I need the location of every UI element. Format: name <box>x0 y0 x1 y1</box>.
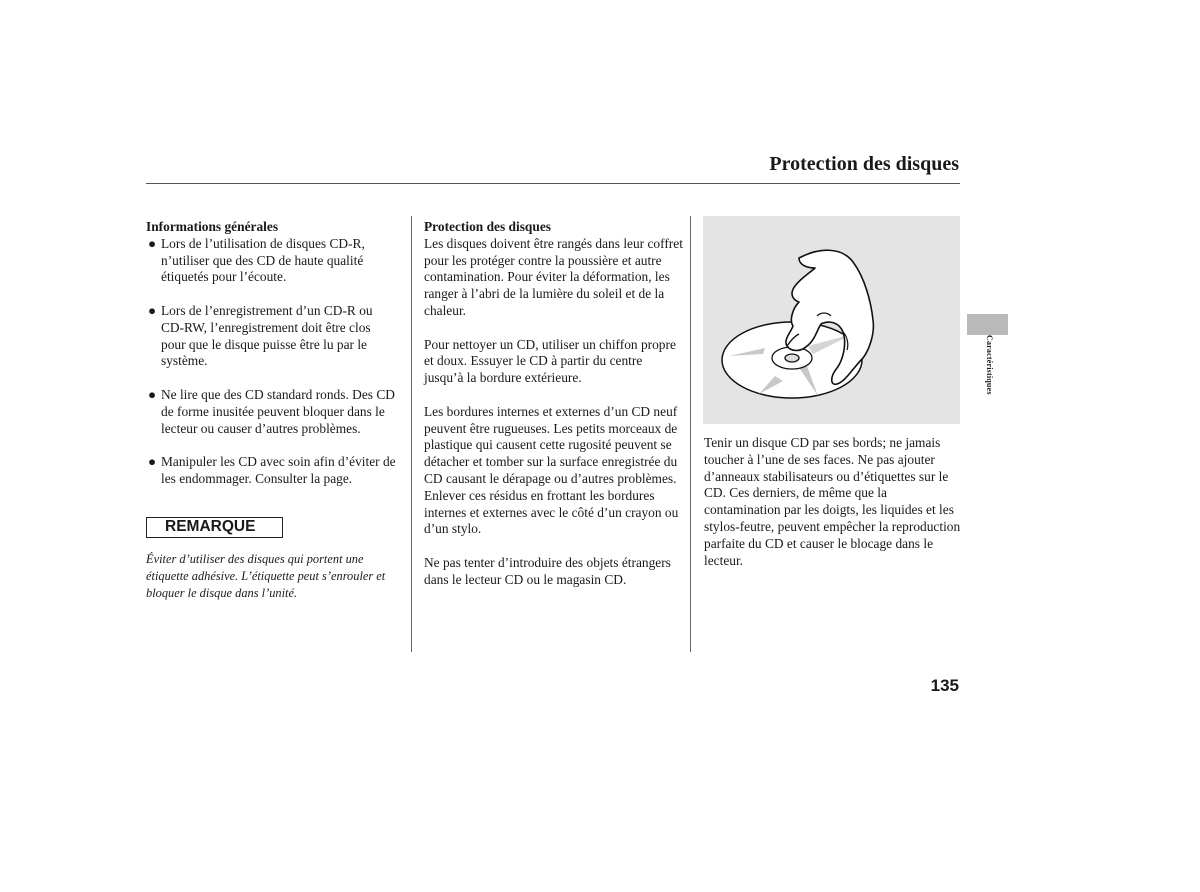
disc-care-heading: Protection des disques <box>424 219 551 234</box>
general-info-heading: Informations générales <box>146 219 279 234</box>
bullet-text: Lors de l’enregistrement d’un CD-R ou CD-RW, l’enregistrement doit être clos pour que le disque puisse être lu par le système. <box>161 302 373 369</box>
bullet-item <box>146 454 396 488</box>
paragraph: Pour nettoyer un CD, utiliser un chiffon propre et doux. Essuyer le CD à partir du centre jusqu’à la bordure extérieure. <box>424 336 676 386</box>
page-title: Protection des disques <box>769 153 959 175</box>
bullet-icon: ● <box>148 454 157 470</box>
paragraph: Tenir un disque CD par ses bords; ne jamais toucher à l’une de ses faces. Ne pas ajouter d’anneaux stabilisateurs ou d’étiquettes sur le CD. Ces derniers, de même que la contamination par les doigts, les liquides et les stylos-feutre, peuvent empêcher la reproduction parfaite du CD et causer le blocage dans le lecteur. <box>704 435 961 568</box>
header-rule <box>146 183 960 184</box>
bullet-item <box>146 303 396 370</box>
bullet-icon: ● <box>148 386 157 402</box>
paragraph: Les disques doivent être rangés dans leur coffret pour les protéger contre la poussière et autre contamination. Pour éviter la déformation, les ranger à l’abri de la lumière du soleil et de la chaleur. <box>424 235 683 318</box>
bullet-icon: ● <box>148 302 157 318</box>
handling-text-column <box>704 435 966 586</box>
bullet-icon: ● <box>148 235 157 251</box>
bullet-text: Ne lire que des CD standard ronds. Des CD de forme inusitée peuvent bloquer dans le lecteur ou causer d’autres problèmes. <box>161 386 395 436</box>
paragraph: Ne pas tenter d’introduire des objets étrangers dans le lecteur CD ou le magasin CD. <box>424 554 671 587</box>
remark-label: REMARQUE <box>165 518 256 535</box>
hand-holding-cd-illustration <box>703 216 960 424</box>
section-label: Caractéristiques <box>985 335 994 395</box>
page-number: 135 <box>930 676 959 695</box>
column-divider <box>690 216 691 652</box>
disc-care-column <box>424 219 684 605</box>
hand-holding-cd-icon <box>703 216 960 424</box>
general-info-column <box>146 219 396 505</box>
bullet-text: Manipuler les CD avec soin afin d’éviter de les endommager. Consulter la page. <box>161 454 396 486</box>
section-tab <box>967 314 1008 335</box>
bullet-item <box>146 387 396 437</box>
bullet-text: Lors de l’utilisation de disques CD-R, n’utiliser que des CD de haute qualité étiquetés pour l’écoute. <box>161 235 365 285</box>
paragraph: Les bordures internes et externes d’un CD neuf peuvent être rugueuses. Les petits morceaux de plastique qui causent cette rugosité peuvent se détacher et tomber sur la surface enregistrée du CD causant le dérapage ou d’autres problèmes. Enlever ces résidus en frottant les bordures internes et externes avec le côté d’un crayon ou d’un stylo. <box>424 403 679 537</box>
remark-label-box <box>146 517 283 538</box>
bullet-item <box>146 236 396 286</box>
remark-text: Éviter d’utiliser des disques qui portent une étiquette adhésive. L’étiquette peut s’enrouler et bloquer le disque dans l’unité. <box>146 552 386 600</box>
column-divider <box>411 216 412 652</box>
